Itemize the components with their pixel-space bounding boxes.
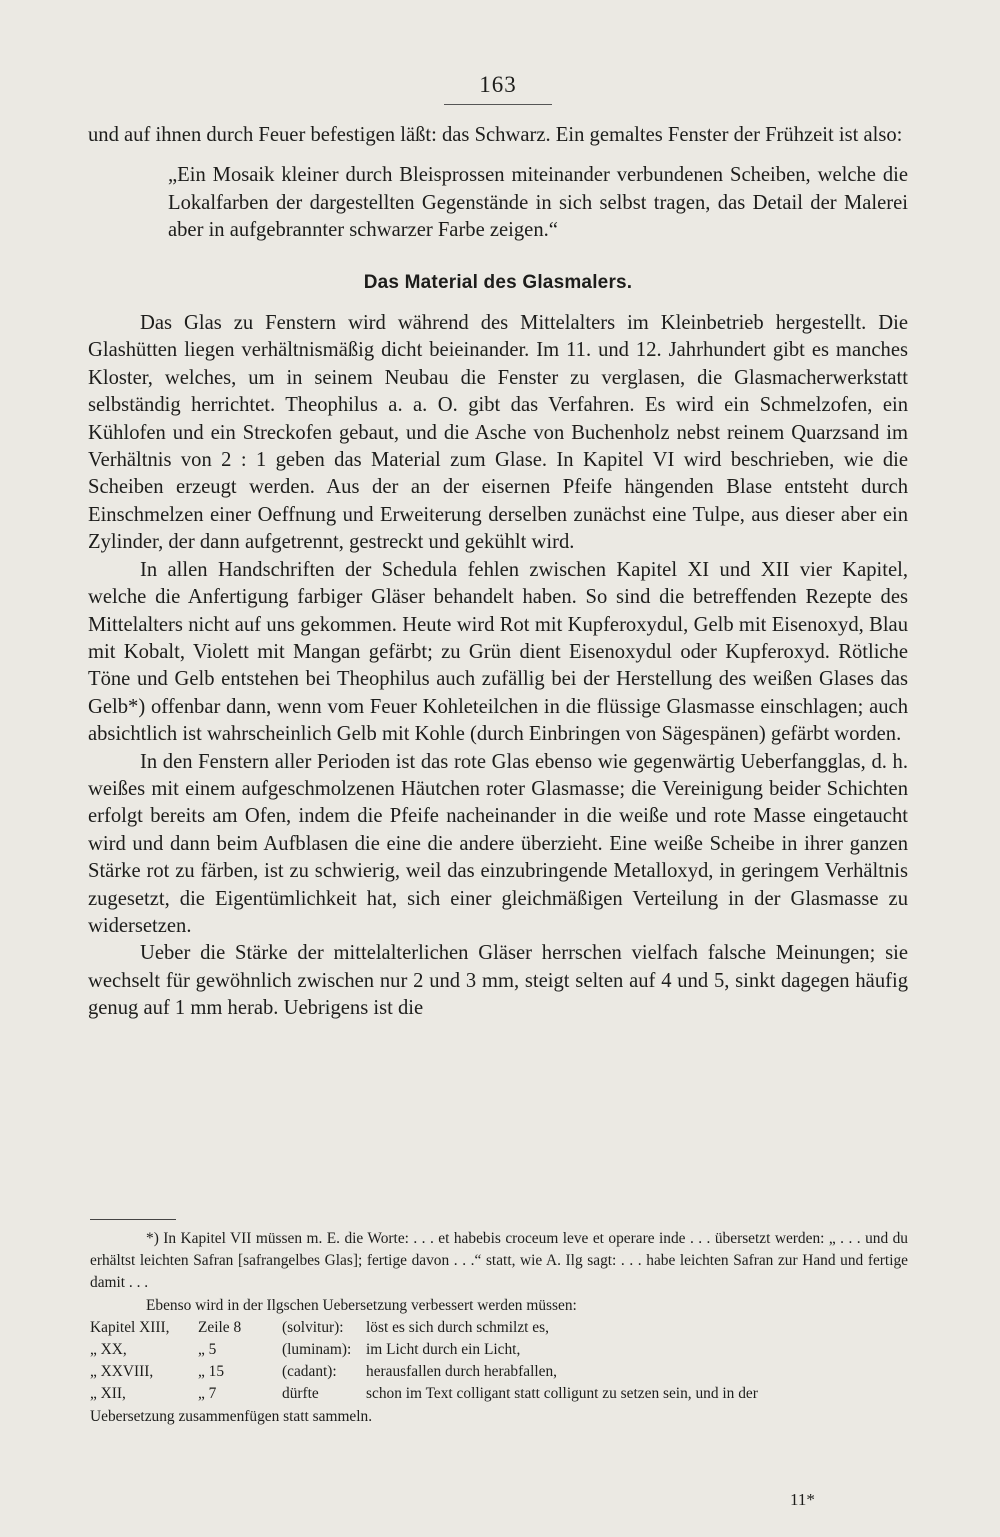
line-cell: „ 5 [198, 1341, 217, 1359]
latin-cell: (cadant): [282, 1363, 337, 1381]
paragraph-4: In den Fenstern aller Perioden ist das rote Glas ebenso wie gegenwärtig Ueberfangglas, d. h. weißes mit einem aufgeschmolzenen Häutchen roter Glasmasse; die Vereinigung beider Schichten erfolgt bereits am Ofen, indem die Pfeife nacheinander in die weiße und rote Masse eingetaucht wird und dann beim Aufblasen die eine die andere überzieht. Eine weiße Scheibe in ihrer ganzen Stärke rot zu färben, ist zu schwierig, weil das einzubringende Metalloxyd, in geringem Verhältnis zugesetzt, die Eigentümlichkeit hat, sich einer gleichmäßigen Verteilung in der Glasmasse zu widersetzen. [88, 750, 908, 937]
correction-cell: schon im Text colligant statt colligunt zu setzen sein, und in der [366, 1385, 758, 1403]
paragraph-1: und auf ihnen durch Feuer befestigen läßt: das Schwarz. Ein gemaltes Fenster der Frühzeit ist also: [88, 124, 903, 146]
correction-cell: herausfallen durch herabfallen, [366, 1363, 558, 1381]
correction-row [90, 1383, 908, 1405]
correction-row [90, 1361, 908, 1383]
latin-cell: (luminam): [282, 1341, 352, 1359]
footnotes [90, 1228, 908, 1428]
correction-row [90, 1339, 908, 1361]
line-cell: „ 7 [198, 1385, 217, 1403]
chapter-cell: „ XXVIII, [90, 1363, 154, 1381]
page-number-rule [444, 104, 552, 105]
correction-cell: löst es sich durch schmilzt es, [366, 1318, 549, 1336]
line-cell: „ 15 [198, 1363, 225, 1381]
section-heading: Das Material des Glasmalers. [363, 271, 633, 293]
body-text [88, 122, 908, 1023]
paragraph-5: Ueber die Stärke der mittelalterlichen Gläser herrschen vielfach falsche Meinungen; sie wechselt für gewöhnlich zwischen nur 2 und 3 mm, steigt selten auf 4 und 5, sinkt dagegen häufig genug auf 1 mm herab. Uebrigens ist die [88, 942, 908, 1020]
footnote-text: *) In Kapitel VII müssen m. E. die Worte: . . . et habebis croceum leve et operare inde . . . übersetzt werden: „ . . . und du erhältst leichten Safran [safrangelbes Glas]; fertige davon . . .“ statt, wie A. Ilg sagt: . . . habe leichten Safran zur Hand und fertige damit . . . [90, 1230, 908, 1292]
correction-cell: im Licht durch ein Licht, [366, 1341, 521, 1359]
page-number: 163 [479, 72, 517, 97]
paragraph-3: In allen Handschriften der Schedula fehlen zwischen Kapitel XI und XII vier Kapitel, welche die Anfertigung farbiger Gläser behandelt haben. So sind die betreffenden Rezepte des Mittelalters nicht auf uns gekommen. Heute wird Rot mit Kupferoxydul, Gelb mit Eisenoxyd, Blau mit Kobalt, Violett mit Mangan gefärbt; zu Grün dient Eisenoxydul oder Kupferoxyd. Rötliche Töne und Gelb entstehen bei Theophilus auch zufällig bei der Herstellung des weißen Glases das Gelb*) offenbar dann, wenn vom Feuer Kohleteilchen in die flüssige Glasmasse einschlagen; auch absichtlich ist wahrscheinlich Gelb mit Kohle (durch Einbringen von Sägespänen) gefärbt worden. [88, 558, 908, 746]
footnote-correction-intro: Ebenso wird in der Ilgschen Uebersetzung verbessert werden müssen: [146, 1296, 577, 1314]
signature-mark: 11* [790, 1490, 815, 1509]
latin-cell: dürfte [282, 1385, 319, 1403]
line-cell: Zeile 8 [198, 1318, 242, 1336]
block-quote: „Ein Mosaik kleiner durch Bleisprossen miteinander verbundenen Scheiben, welche die Lokalfarben der dargestellten Gegenstände in sich selbst tragen, das Detail der Malerei aber in aufgebrannter schwarzer Farbe zeigen.“ [168, 164, 908, 242]
paragraph-2: Das Glas zu Fenstern wird während des Mittelalters im Kleinbetrieb hergestellt. Die Glashütten liegen verhältnismäßig dicht beieinander. Im 11. und 12. Jahrhundert gibt es manches Kloster, welches, um in seinem Neubau die Fenster zu verglasen, die Glasmacherwerkstatt selbständig herrichtet. Theophilus a. a. O. gibt das Verfahren. Es wird ein Schmelzofen, ein Kühlofen und ein Streckofen gebaut, und die Asche von Buchenholz nebst reinem Quarzsand im Verhältnis von 2 : 1 geben das Material zum Glase. In Kapitel VI wird beschrieben, wie die Scheiben erzeugt werden. Aus der an der eisernen Pfeife hängenden Blase entsteht durch Einschmelzen einer Oeffnung und Erweiterung derselben zunächst eine Tulpe, aus dieser aber ein Zylinder, der dann aufgetrennt, gestreckt und gekühlt wird. [88, 312, 908, 554]
latin-cell: (solvitur): [282, 1318, 344, 1336]
footnote-separator [90, 1219, 176, 1220]
chapter-cell: „ XII, [90, 1385, 126, 1403]
chapter-cell: „ XX, [90, 1341, 127, 1359]
footnote-last-line: Uebersetzung zusammenfügen statt sammeln. [90, 1407, 373, 1425]
chapter-cell: Kapitel XIII, [90, 1318, 170, 1336]
correction-row [90, 1317, 908, 1339]
